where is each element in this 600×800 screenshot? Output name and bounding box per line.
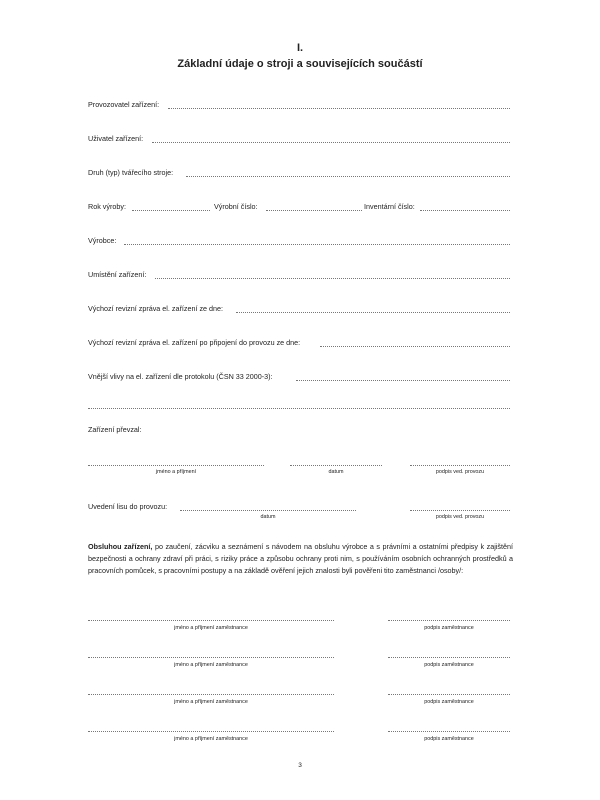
taken-over-date-field[interactable] — [290, 465, 382, 466]
commissioning-label: Uvedení lisu do provozu: — [88, 502, 168, 511]
employee-1-name-field[interactable] — [88, 620, 334, 621]
page-number: 3 — [298, 762, 302, 769]
taken-over-name-field[interactable] — [88, 465, 264, 466]
manufacturer-label: Výrobce: — [88, 236, 117, 245]
employee-2-name-caption: jméno a příjmení zaměstnance — [174, 662, 248, 668]
user-label: Uživatel zařízení: — [88, 134, 144, 143]
machine-type-field[interactable] — [186, 176, 510, 177]
serial-field[interactable] — [266, 210, 362, 211]
external-influences-field-line-2[interactable] — [88, 408, 510, 409]
employee-1-signature-caption: podpis zaměstnance — [424, 625, 474, 631]
user-field[interactable] — [152, 142, 510, 143]
external-influences-field[interactable] — [296, 380, 510, 381]
taken-over-name-caption: jméno a příjmení — [155, 469, 197, 475]
initial-inspection-label: Výchozí revizní zpráva el. zařízení ze dne: — [88, 304, 224, 313]
location-field[interactable] — [155, 278, 510, 279]
employee-2-signature-field[interactable] — [388, 657, 510, 658]
machine-type-label: Druh (typ) tvářecího stroje: — [88, 168, 174, 177]
year-field[interactable] — [132, 210, 210, 211]
commissioning-date-caption: datum — [260, 514, 276, 520]
operators-paragraph-text: po zaučení, zácviku a seznámení s návodem na obsluhu výrobce a s právními a ostatními předpisy k zajištění bezpečnosti a ochrany zdraví při práci, s riziky práce a způsobu ochrany proti nim, s používáním osobních ochranných prostředků a pracovních pomůcek, s pracovními postupy a na základě ověření jejich znalosti byli pověřeni tito zaměstnanci /osoby/: — [88, 542, 513, 575]
page-title: Základní údaje o stroji a souvisejících součástí — [177, 58, 423, 70]
external-influences-label: Vnější vlivy na el. zařízení dle protokolu (ČSN 33 2000-3): — [88, 372, 273, 381]
initial-inspection-connection-label: Výchozí revizní zpráva el. zařízení po připojení do provozu ze dne: — [88, 338, 301, 347]
location-label: Umístění zařízení: — [88, 270, 147, 279]
employee-3-name-caption: jméno a příjmení zaměstnance — [174, 699, 248, 705]
commissioning-date-field[interactable] — [180, 510, 356, 511]
employee-3-name-field[interactable] — [88, 694, 334, 695]
taken-over-signature-caption: podpis ved. provozu — [435, 469, 485, 475]
taken-over-label: Zařízení převzal: — [88, 425, 142, 434]
employee-3-signature-caption: podpis zaměstnance — [424, 699, 474, 705]
inventory-field[interactable] — [420, 210, 510, 211]
taken-over-date-caption: datum — [328, 469, 344, 475]
employee-3-signature-field[interactable] — [388, 694, 510, 695]
employee-1-name-caption: jméno a příjmení zaměstnance — [174, 625, 248, 631]
operator-field[interactable] — [168, 108, 510, 109]
employee-4-signature-caption: podpis zaměstnance — [424, 736, 474, 742]
year-label: Rok výroby: — [88, 202, 126, 211]
serial-label: Výrobní číslo: — [214, 202, 258, 211]
employee-4-signature-field[interactable] — [388, 731, 510, 732]
initial-inspection-field[interactable] — [236, 312, 510, 313]
inventory-label: Inventární číslo: — [364, 202, 415, 211]
section-number: I. — [296, 42, 304, 54]
operator-label: Provozovatel zařízení: — [88, 100, 160, 109]
initial-inspection-connection-field[interactable] — [320, 346, 510, 347]
employee-1-signature-field[interactable] — [388, 620, 510, 621]
employee-2-signature-caption: podpis zaměstnance — [424, 662, 474, 668]
taken-over-signature-field[interactable] — [410, 465, 510, 466]
employee-4-name-field[interactable] — [88, 731, 334, 732]
commissioning-signature-field[interactable] — [410, 510, 510, 511]
commissioning-signature-caption: podpis ved. provozu — [435, 514, 485, 520]
operators-paragraph-lead: Obsluhou zařízení, — [88, 542, 153, 551]
operators-paragraph — [88, 541, 513, 577]
manufacturer-field[interactable] — [124, 244, 510, 245]
employee-2-name-field[interactable] — [88, 657, 334, 658]
employee-4-name-caption: jméno a příjmení zaměstnance — [174, 736, 248, 742]
